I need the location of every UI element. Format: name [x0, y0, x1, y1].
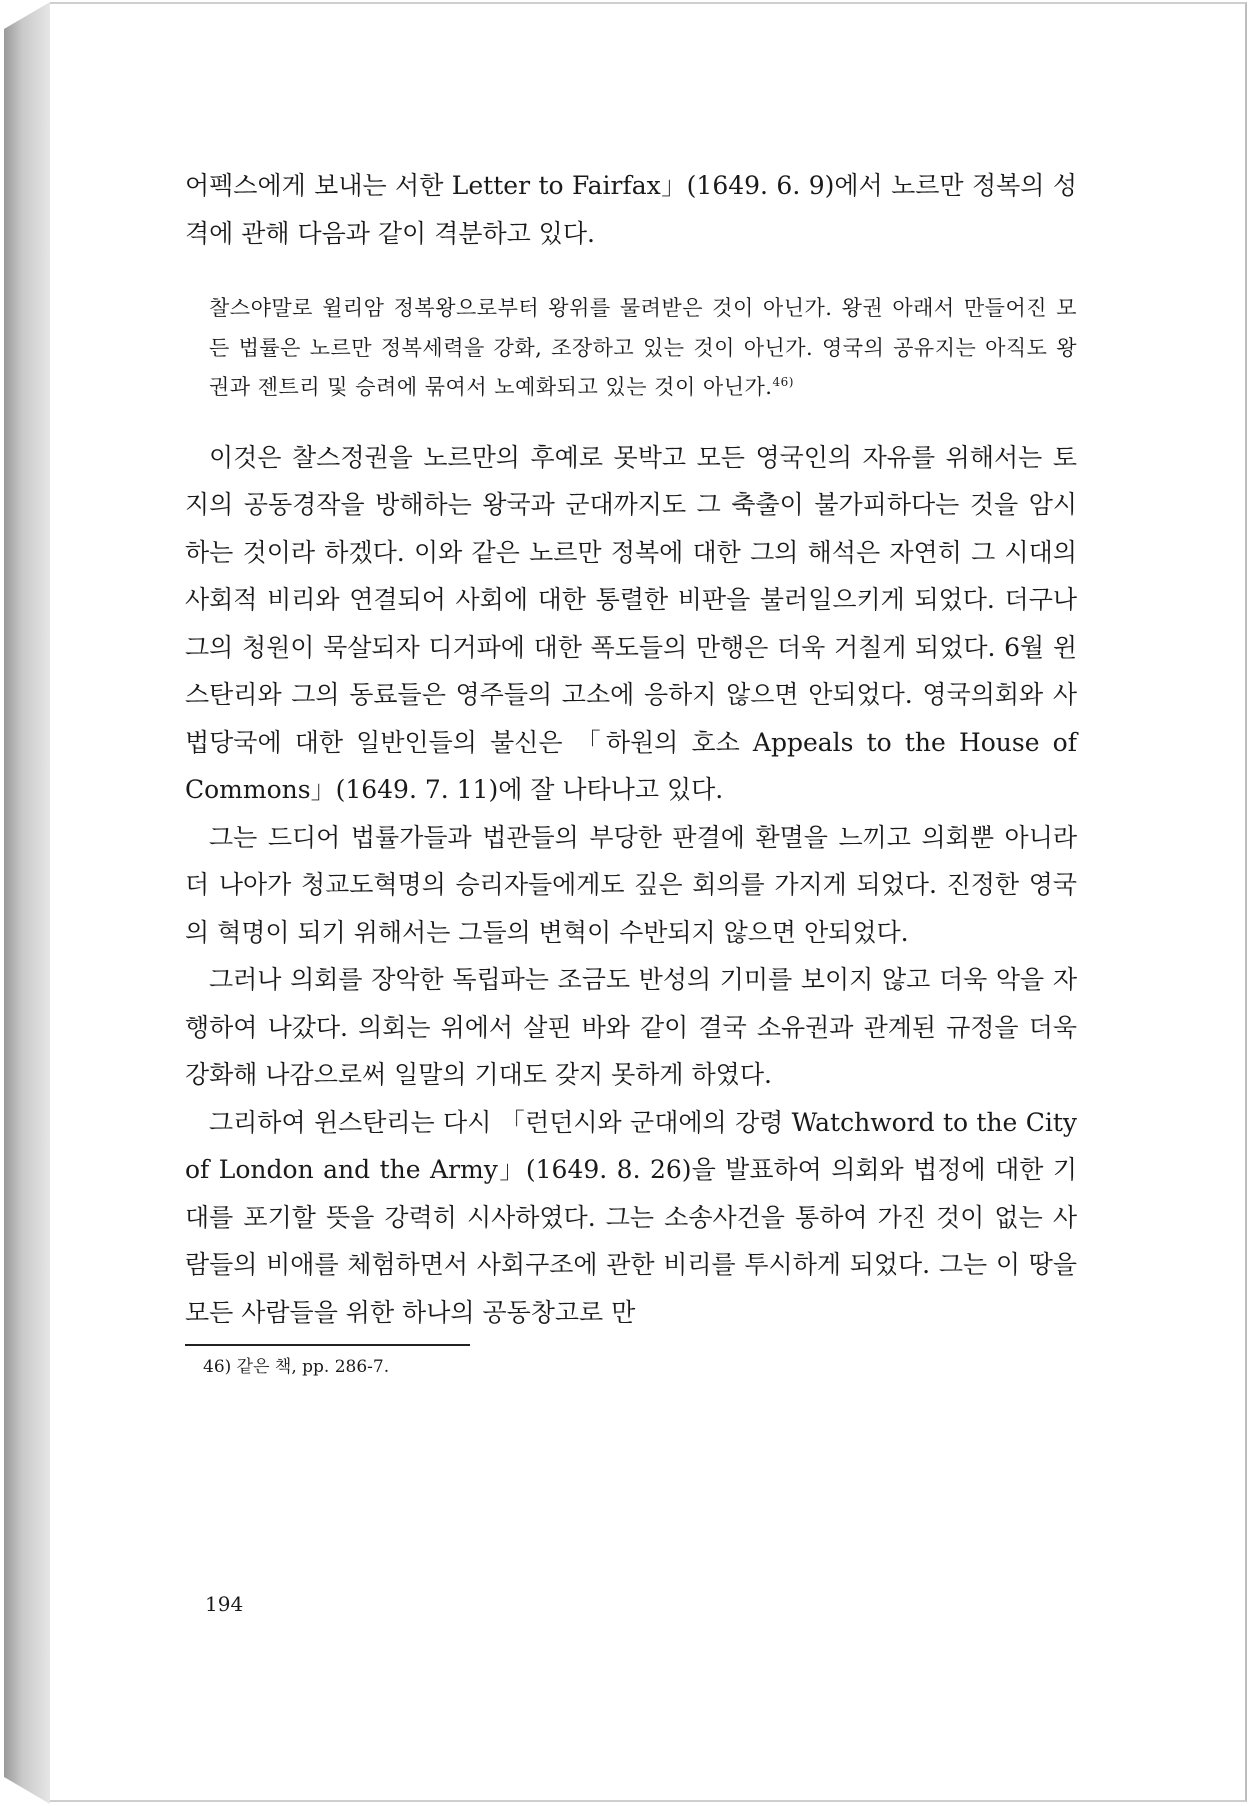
body-paragraph: 그는 드디어 법률가들과 법관들의 부당한 판결에 환멸을 느끼고 의회뿐 아니라 더 나아가 청교도혁명의 승리자들에게도 깊은 회의를 가지게 되었다. 진정한 영국의 혁명이 되기 위해서는 그들의 변혁이 수반되지 않으면 안되었다.	[185, 822, 1077, 947]
page-number: 194	[205, 1592, 244, 1616]
opening-paragraph: 어펙스에게 보내는 서한 Letter to Fairfax」(1649. 6. 9)에서 노르만 정복의 성격에 관해 다음과 같이 격분하고 있다.	[185, 171, 1077, 248]
quote-text: 찰스야말로 윌리암 정복왕으로부터 왕위를 물려받은 것이 아닌가. 왕권 아래서 만들어진 모든 법률은 노르만 정복세력을 강화, 조장하고 있는 것이 아닌가. 영국의 공유지는 아직도 왕권과 젠트리 및 승려에 묶여서 노예화되고 있는 것이 아닌가.	[209, 296, 1077, 399]
book-spine	[4, 2, 50, 1804]
body-paragraph: 이것은 찰스정권을 노르만의 후예로 못박고 모든 영국인의 자유를 위해서는 토지의 공동경작을 방해하는 왕국과 군대까지도 그 축출이 불가피하다는 것을 암시하는 것이라 하겠다. 이와 같은 노르만 정복에 대한 그의 해석은 자연히 그 시대의 사회적 비리와 연결되어 사회에 대한 통렬한 비판을 불러일으키게 되었다. 더구나 그의 청원이 묵살되자 디거파에 대한 폭도들의 만행은 더욱 거칠게 되었다. 6월 윈스탄리와 그의 동료들은 영주들의 고소에 응하지 않으면 안되었다. 영국의회와 사법당국에 대한 일반인들의 불신은 「하원의 호소 Appeals to the House of Commons」(1649. 7. 11)에 잘 나타나고 있다.	[185, 442, 1077, 804]
footnote: 46) 같은 책, pp. 286-7.	[203, 1357, 390, 1377]
body-paragraph: 그리하여 윈스탄리는 다시 「런던시와 군대에의 강령 Watchword to the City of London and the Army」(1649. 8. 26)을 발표하여 의회와 법정에 대한 기대를 포기할 뜻을 강력히 시사하였다. 그는 소송사건을 통하여 가진 것이 없는 사람들의 비애를 체험하면서 사회구조에 관한 비리를 투시하게 되었다. 그는 이 땅을 모든 사람들을 위한 하나의 공동창고로 만	[185, 1107, 1077, 1327]
body-paragraph: 그러나 의회를 장악한 독립파는 조금도 반성의 기미를 보이지 않고 더욱 악을 자행하여 나갔다. 의회는 위에서 살핀 바와 같이 결국 소유권과 관계된 규정을 더욱 강화해 나감으로써 일말의 기대도 갖지 못하게 하였다.	[185, 965, 1077, 1089]
footnote-reference: 46)	[772, 375, 794, 389]
page-content	[185, 162, 1077, 1382]
footnote-divider	[185, 1344, 470, 1346]
block-quote	[209, 289, 1077, 408]
